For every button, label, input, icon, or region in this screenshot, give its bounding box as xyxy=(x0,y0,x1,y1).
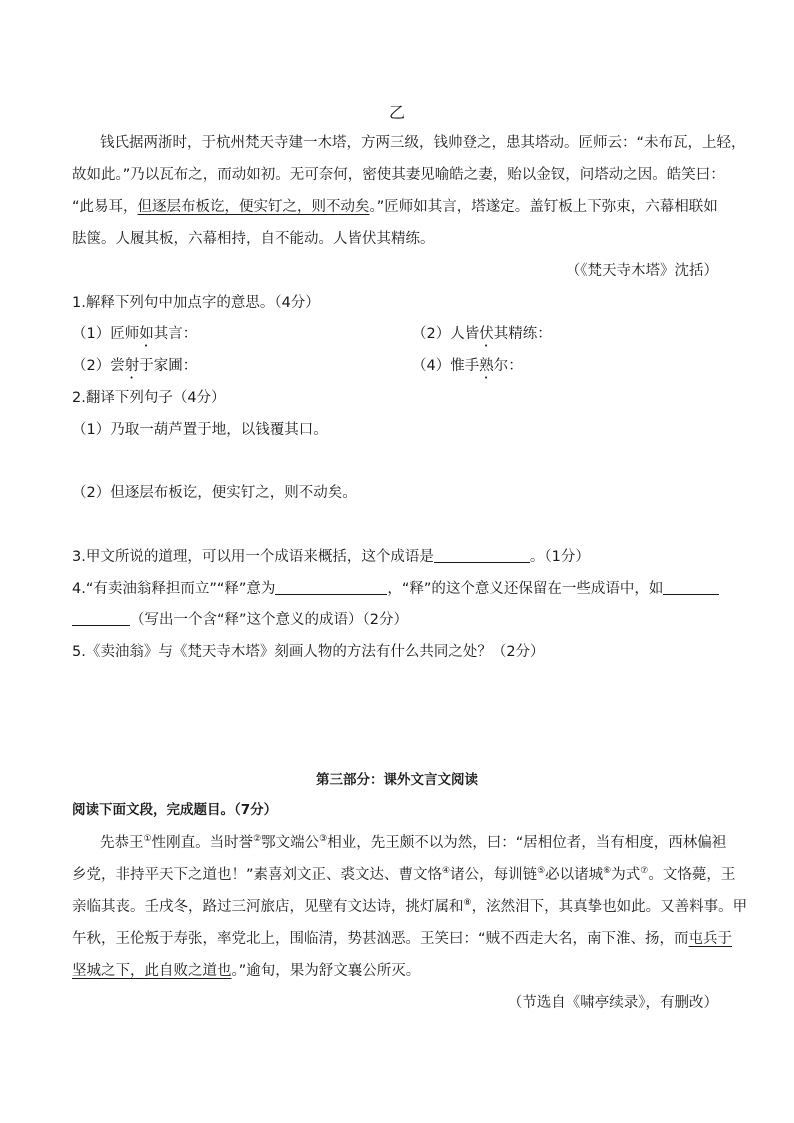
question-1-item-3 xyxy=(72,356,197,382)
footnote-marker: ④ xyxy=(442,866,451,876)
q1-item-text: 其言： xyxy=(153,326,198,342)
text-segment: 相业，先王颇不以为然，曰：“居相位者，当有相度，西林偏袒 xyxy=(327,835,727,851)
q1-item-text: （4）惟手 xyxy=(412,358,480,374)
text-segment: 。”逾旬，果为舒文襄公所灭。 xyxy=(231,963,421,979)
answer-blank[interactable] xyxy=(275,579,387,595)
question-1-title: 1.解释下列句中加点字的意思。（4分） xyxy=(72,295,320,311)
text-segment: 必以诸城 xyxy=(545,867,604,883)
text-segment: 乡党，非持平天下之道也！”素喜刘文正、裘文达、曹文恪 xyxy=(72,867,443,883)
answer-blank[interactable] xyxy=(434,547,530,563)
footnote-marker: ⑤ xyxy=(537,866,546,876)
question-3 xyxy=(72,547,590,567)
passage-line-3 xyxy=(72,197,718,217)
question-1-item-4 xyxy=(412,356,523,382)
dotted-character: 熟 xyxy=(479,358,494,374)
footnote-marker: ⑦ xyxy=(640,866,649,876)
text-segment: 先恭王 xyxy=(100,835,144,851)
text-segment: 性刚直。当时誉 xyxy=(151,835,254,851)
part-3-line-1 xyxy=(100,833,726,853)
q1-item-text: （2）人皆 xyxy=(412,326,480,342)
dotted-character: 伏 xyxy=(479,326,494,342)
footnote-marker: ② xyxy=(253,834,262,844)
passage-heading: 乙 xyxy=(388,103,405,122)
text-segment: 午秋，王伦叛于寿张，率党北上，围临清，势甚汹恶。王笑曰：“贼不西走大名，南下淮、扬，而 xyxy=(72,931,689,947)
footnote-marker: ⑧ xyxy=(463,898,472,908)
q1-item-text: （1）匠师 xyxy=(72,326,140,342)
text-segment: 诸公，每训链 xyxy=(450,867,538,883)
underlined-sentence: 坚城之下，此自败之道也 xyxy=(72,963,232,979)
underlined-sentence: 但逐层布板讫，便实钉之，则不动矣 xyxy=(137,199,370,215)
text-segment: 亲临其丧。壬戌冬，路过三河旅店，见壁有文达诗，挑灯属和 xyxy=(72,899,464,915)
q4-text: （写出一个含“释”这个意义的成语）（2分） xyxy=(130,612,408,628)
q1-item-text: 其精练： xyxy=(493,326,552,342)
question-2-item-1: （1）乃取一葫芦置于地，以钱覆其口。 xyxy=(72,422,328,438)
passage-line-3-post: 。”匠师如其言，塔遂定。盖钉板上下弥束，六幕相联如 xyxy=(369,199,718,215)
footnote-marker: ① xyxy=(143,834,152,844)
part-3-instruction: 阅读下面文段，完成题目。（7分） xyxy=(72,802,278,818)
part-3-line-3 xyxy=(72,897,747,917)
q4-text: ，“释”的这个意义还保留在一些成语中，如 xyxy=(387,581,664,597)
question-2-item-2: （2）但逐层布板讫，便实钉之，则不动矣。 xyxy=(72,485,357,501)
passage-source: （《梵天寺木塔》沈括） xyxy=(565,263,718,279)
q1-item-text: 尔： xyxy=(493,358,523,374)
passage-line-4: 胠箧。人履其板，六幕相持，自不能动。人皆伏其精练。 xyxy=(72,231,435,247)
q4-text: 4.“有卖油翁释担而立”“释”意为 xyxy=(72,581,276,597)
text-segment: 鄂文端公 xyxy=(261,835,320,851)
part-3-heading: 第三部分：课外文言文阅读 xyxy=(316,772,478,788)
question-2-title: 2.翻译下列句子（4分） xyxy=(72,390,226,406)
underlined-sentence: 屯兵于 xyxy=(688,931,733,947)
q3-text: 。（1分） xyxy=(529,549,590,565)
q3-text: 3.甲文所说的道理，可以用一个成语来概括，这个成语是 xyxy=(72,549,434,565)
part-3-line-5 xyxy=(72,961,420,981)
question-1-item-1 xyxy=(72,324,197,350)
passage-line-3-pre: “此易耳， xyxy=(72,199,138,215)
answer-blank[interactable] xyxy=(72,610,130,626)
part-3-line-2 xyxy=(72,865,735,885)
text-segment: 。文恪薨，王 xyxy=(648,867,736,883)
part-3-line-4 xyxy=(72,929,732,949)
question-4-line-1 xyxy=(72,579,719,599)
dotted-character: 射 xyxy=(124,358,140,374)
q1-item-text: （2）尝 xyxy=(72,358,125,374)
question-4-line-2 xyxy=(72,610,408,630)
footnote-marker: ③ xyxy=(319,834,328,844)
dotted-character: 如 xyxy=(139,326,154,342)
question-1-item-2 xyxy=(412,324,552,350)
question-5: 5.《卖油翁》与《梵天寺木塔》刻画人物的方法有什么共同之处？（2分） xyxy=(72,644,545,660)
text-segment: 为式 xyxy=(611,867,641,883)
passage-line-1: 钱氏据两浙时，于杭州梵天寺建一木塔，方两三级，钱帅登之，患其塔动。匠师云：“未布瓦，上轻， xyxy=(100,135,746,151)
text-segment: ，泫然泪下，其真挚也如此。又善料事。甲 xyxy=(471,899,748,915)
footnote-marker: ⑥ xyxy=(603,866,612,876)
passage-line-2: 故如此。”乃以瓦布之，而动如初。无可奈何，密使其妻见喻皓之妻，贻以金钗，问塔动之因。皓笑曰： xyxy=(72,167,725,183)
part-3-source: （节选自《啸亭续录》，有删改） xyxy=(507,995,718,1011)
q1-item-text: 于家圃： xyxy=(139,358,198,374)
answer-blank[interactable] xyxy=(663,579,719,595)
